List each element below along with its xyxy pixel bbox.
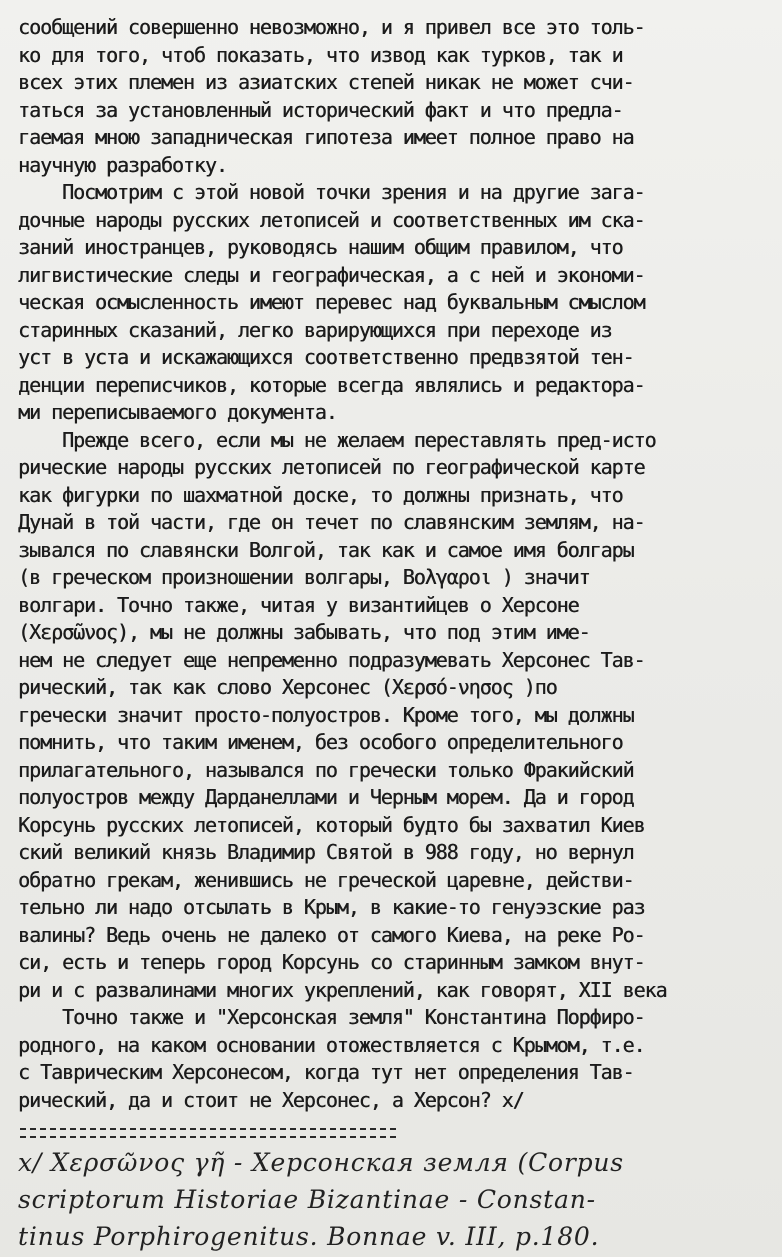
main-text [18,14,778,1114]
text-line: гречески значит просто-полуостров. Кроме того, мы должны [18,702,634,727]
text-line: уст в уста и искажающихся соответственно предвзятой тен- [18,345,634,369]
text-line: родного, на каком основании отожествляется с Крымом, т.е. [18,1032,645,1057]
text-line: ми переписываемого документа. [18,400,337,424]
text-line: как фигурки по шахматной доске, то должны признать, что [18,482,623,507]
text-line: прилагательного, назывался по гречески только Фракийский [18,757,634,782]
text-line: денции переписчиков, которые всегда являлись и редактора- [18,372,645,397]
text-line: ческая осмысленность имеют перевес над буквальным смыслом [18,290,645,314]
text-line: лигвистические следы и географическая, а с ней и экономи- [18,262,645,287]
text-line: рический, так как слово Херсонес (Χερσό-νησος )по [18,675,557,699]
text-line: обратно грекам, женившись не греческой царевне, действи- [18,867,634,892]
text-line: ко для того, чтоб показать, что извод как турков, так и [18,42,623,67]
text-line: старинных сказаний, легко варирующихся при переходе из [18,317,612,342]
text-line: си, есть и теперь город Корсунь со старинным замком внут- [18,950,645,974]
text-line: нем не следует еще непременно подразумевать Херсонес Тав- [18,647,645,672]
text-line: всех этих племен из азиатских степей никак не может счи- [18,70,634,94]
footnote-line: scriptorum Historiae Bizantinae - Constan- [18,1185,596,1214]
text-line: полуостров между Дарданеллами и Черным морем. Да и город [18,785,634,809]
text-line: волгари. Точно также, читая у византийцев о Херсоне [18,592,579,617]
text-line: Дунай в той части, где он течет по славянским землям, на- [18,510,645,534]
text-line: ри и с развалинами многих укреплений, как говорят, XII века [18,977,667,1002]
text-line: научную разработку. [18,152,227,177]
text-line: зывался по славянски Волгой, так как и самое имя болгары [18,537,634,562]
text-line: заний иностранцев, руководясь нашим общим правилом, что [18,235,623,259]
text-line: (Χερσῶνος), мы не должны забывать, что под этим име- [18,620,590,644]
footnote-line: tinus Porphirogenitus. Bonnae v. III, p.180. [18,1222,600,1251]
text-line: сообщений совершенно невозможно, и я привел все это толь- [18,15,645,39]
text-line: ский великий князь Владимир Святой в 988 году, но вернул [18,840,634,864]
text-line: рический, да и стоит не Херсонес, а Херсон? х/ [18,1087,524,1112]
handwritten-footnote [18,1144,778,1255]
text-line: тельно ли надо отсылать в Крым, в какие-то генуэзские раз [18,895,645,919]
text-line: таться за установленный исторический факт и что предла- [18,97,623,122]
text-line: рические народы русских летописей по географической карте [18,455,645,479]
text-line: Прежде всего, если мы не желаем переставлять пред-исто [18,427,656,452]
text-line: (в греческом произношении волгары, Βολγαροι ) значит [18,565,590,589]
text-line: валины? Ведь очень не далеко от самого Киева, на реке Ро- [18,922,645,947]
text-line: с Таврическим Херсонесом, когда тут нет определения Тав- [18,1060,634,1084]
footnote-separator [20,1128,396,1130]
footnote-separator-lower [20,1136,396,1138]
text-line: Точно также и "Херсонская земля" Константина Порфиро- [18,1005,645,1029]
text-line: дочные народы русских летописей и соответственных им ска- [18,207,645,232]
text-line: помнить, что таким именем, без особого определительного [18,730,623,754]
text-line: Посмотрим с этой новой точки зрения и на другие зага- [18,180,645,204]
text-line: гаемая мною западническая гипотеза имеет полное право на [18,125,634,149]
footnote-line: х/ Χερσῶνος γῆ - Херсонская земля (Corpus [18,1148,624,1177]
text-line: Корсунь русских летописей, который будто бы захватил Киев [18,812,645,837]
